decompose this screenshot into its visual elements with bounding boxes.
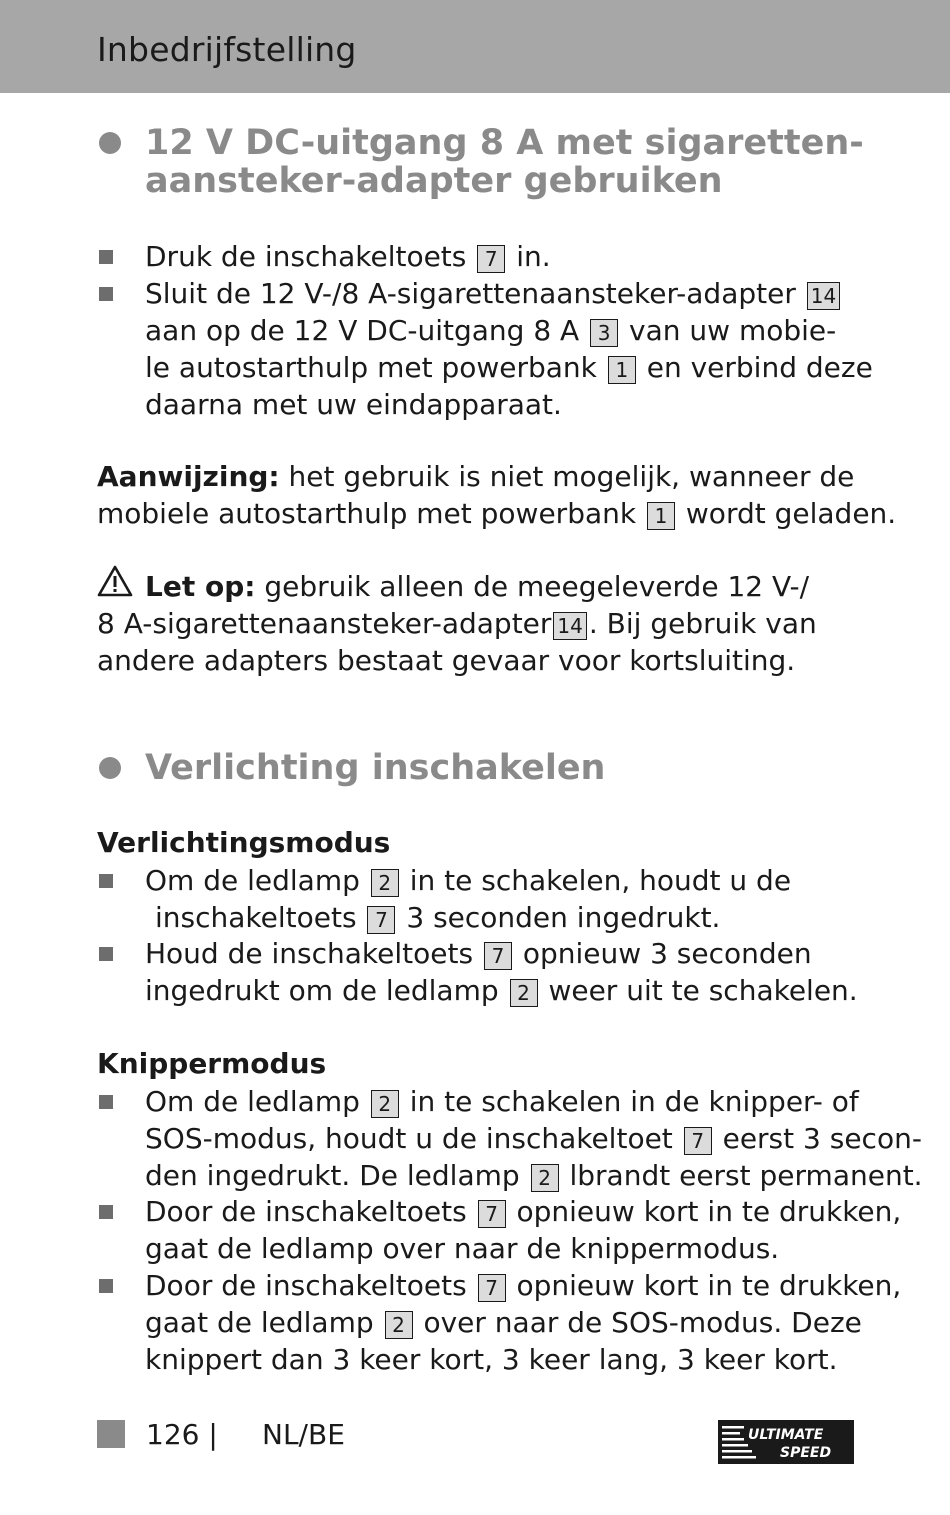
list-bullet-icon [99,287,113,301]
list-item [145,1193,901,1230]
text: over naar de SOS-modus. Deze [423,1306,862,1339]
text: ingedrukt om de ledlamp [145,974,499,1007]
section-bullet-icon [99,757,121,779]
section-title-1-line1: 12 V DC-uitgang 8 A met sigaretten- [145,123,864,163]
text: Houd de inschakeltoets [145,937,474,970]
text: Door de inschakeltoets [145,1195,467,1228]
warning-paragraph-line: andere adapters bestaat gevaar voor kortsluiting. [97,644,796,677]
list-bullet-icon [99,947,113,961]
text: en verbind deze [646,351,873,384]
page-separator: | [208,1418,218,1451]
list-item-line: daarna met uw eindapparaat. [145,388,562,421]
text: van uw mobie- [629,314,837,347]
language-code: NL/BE [262,1418,345,1451]
ref-number: 7 [367,906,395,934]
text: lbrandt eerst permanent. [569,1159,923,1192]
logo-line1: ULTIMATE [748,1427,824,1443]
section-title-2: Verlichting inschakelen [145,748,606,788]
text: . Bij gebruik van [588,607,817,640]
text: 8 A-sigarettenaansteker-adapter [97,607,552,640]
list-bullet-icon [99,874,113,888]
text: SOS-modus, houdt u de inschakeltoet [145,1122,673,1155]
ref-number: 2 [371,1090,399,1118]
list-item-line [145,312,836,349]
text: in te schakelen in de knipper- of [409,1085,859,1118]
logo-line2: SPEED [780,1445,832,1461]
page-number [146,1418,218,1452]
note-paragraph [97,458,854,495]
warning-triangle-icon [97,565,133,597]
ref-number: 2 [385,1311,413,1339]
list-item [145,238,551,275]
text: gebruik alleen de meegeleverde 12 V-/ [264,570,810,603]
text: opnieuw kort in te drukken, [516,1269,902,1302]
header-title: Inbedrijfstelling [97,30,357,69]
text: 3 seconden ingedrukt. [406,901,721,934]
warning-label: Let op: [145,570,256,603]
list-item-line: gaat de ledlamp over naar de knippermodus. [145,1232,780,1265]
text: gaat de ledlamp [145,1306,374,1339]
ref-number: 14 [553,612,586,640]
ref-number: 1 [647,502,675,530]
list-bullet-icon [99,1205,113,1219]
ref-number: 7 [478,1274,506,1302]
list-item-line [145,349,873,386]
text: in te schakelen, houdt u de [409,864,792,897]
section-bullet-icon [99,132,121,154]
note-paragraph-line [97,495,896,532]
warning-paragraph-line [97,605,817,642]
ref-number: 2 [510,979,538,1007]
text: wordt geladen. [685,497,897,530]
list-item-line [145,1120,922,1157]
list-bullet-icon [99,1095,113,1109]
text: Druk de inschakeltoets [145,240,467,273]
list-item-line [155,899,720,936]
list-item [145,275,842,312]
ref-number: 7 [684,1127,712,1155]
list-bullet-icon [99,250,113,264]
list-item-line [145,1304,862,1341]
text: mobiele autostarthulp met powerbank [97,497,637,530]
ultimate-speed-logo [718,1420,854,1464]
list-item [145,1267,901,1304]
page-header [0,0,950,93]
ref-number: 7 [478,1200,506,1228]
ref-number: 7 [484,942,512,970]
list-item [145,935,812,972]
ref-number: 7 [477,245,505,273]
page-number-value: 126 [146,1418,200,1451]
list-item [145,862,791,899]
section-title-1 [145,124,864,200]
list-item-line [145,972,858,1009]
ref-number: 1 [608,356,636,384]
section-title-1-line2: aansteker-adapter gebruiken [145,161,723,201]
text: opnieuw 3 seconden [522,937,812,970]
text: eerst 3 secon- [722,1122,922,1155]
text: in. [516,240,551,273]
text: Om de ledlamp [145,1085,360,1118]
ref-number: 2 [531,1164,559,1192]
list-item-line [145,1157,923,1194]
warning-paragraph [145,568,809,605]
subheading-flash-mode: Knippermodus [97,1047,327,1080]
text: inschakeltoets [155,901,357,934]
text: den ingedrukt. De ledlamp [145,1159,520,1192]
list-item [145,1083,859,1120]
text: het gebruik is niet mogelijk, wanneer de [288,460,855,493]
list-item-line: knippert dan 3 keer kort, 3 keer lang, 3 keer kort. [145,1343,838,1376]
footer-marker-icon [97,1420,125,1448]
text: aan op de 12 V DC-uitgang 8 A [145,314,580,347]
ref-number: 14 [807,282,840,310]
ref-number: 2 [371,869,399,897]
text: opnieuw kort in te drukken, [516,1195,902,1228]
list-bullet-icon [99,1279,113,1293]
note-label: Aanwijzing: [97,460,280,493]
ref-number: 3 [590,319,618,347]
text: Door de inschakeltoets [145,1269,467,1302]
text: Om de ledlamp [145,864,360,897]
text: Sluit de 12 V-/8 A-sigarettenaansteker-adapter [145,277,796,310]
text: le autostarthulp met powerbank [145,351,597,384]
subheading-lighting-mode: Verlichtingsmodus [97,826,391,859]
text: weer uit te schakelen. [548,974,858,1007]
